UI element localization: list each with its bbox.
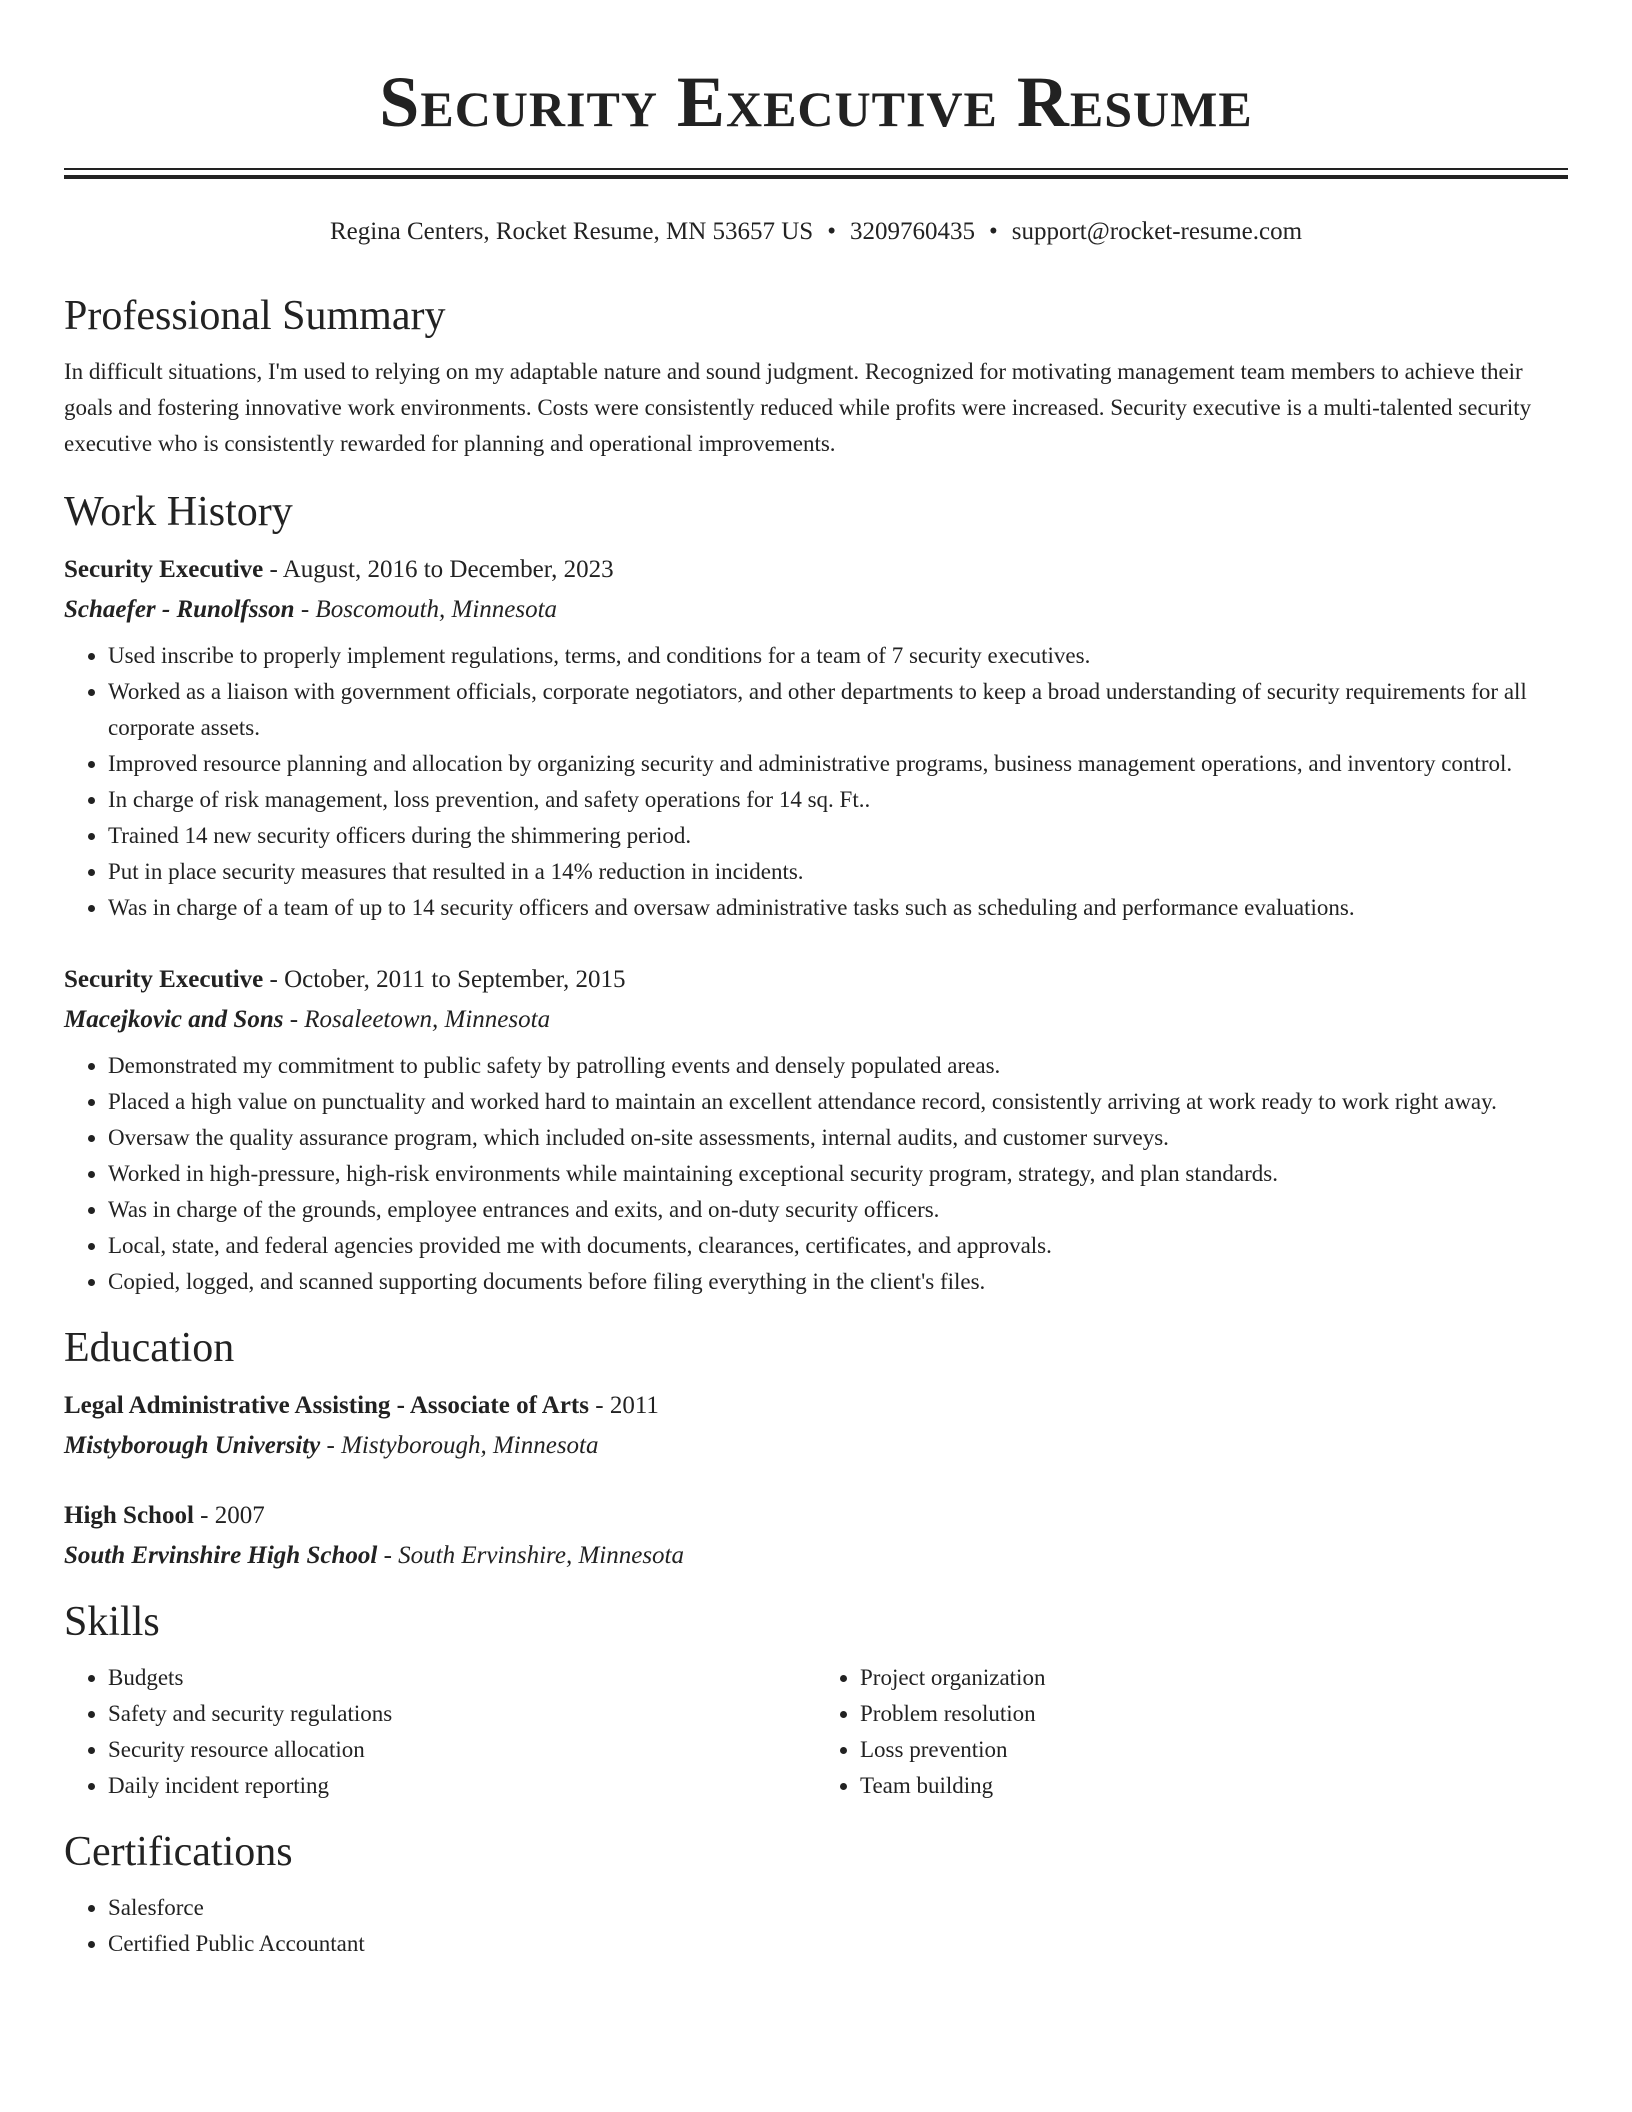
list-item: • Team building xyxy=(860,1768,1568,1804)
section-heading-education: Education xyxy=(64,1325,235,1371)
education-degree-line xyxy=(64,1386,1568,1426)
title-divider-thick xyxy=(64,175,1568,179)
list-item: • Worked in high-pressure, high-risk environments while maintaining exceptional security program, strategy, and plan standards. xyxy=(108,1156,1568,1192)
job-title-line xyxy=(64,550,1568,590)
summary-text: In difficult situations, I'm used to relying on my adaptable nature and sound judgment. Recognized for motivating management team members to achieve their goals and fostering innovative work environments. Costs were consistently reduced while profits were increased. Security executive is a multi-talented security executive who is consistently rewarded for planning and operational improvements. xyxy=(64,359,1532,456)
job-dates: - October, 2011 to September, 2015 xyxy=(263,966,626,993)
education-school-line xyxy=(64,1426,1568,1466)
job-title: Security Executive xyxy=(64,556,264,583)
education-degree: Legal Administrative Assisting - Associate of Arts xyxy=(64,1392,589,1419)
list-item: • Daily incident reporting xyxy=(108,1768,816,1804)
job-company: Macejkovic and Sons xyxy=(64,1006,284,1033)
education-school: South Ervinshire High School xyxy=(64,1542,378,1569)
separator: • xyxy=(827,218,836,245)
list-item: • Was in charge of a team of up to 14 security officers and oversaw administrative tasks such as scheduling and performance evaluations. xyxy=(108,890,1568,926)
list-item: • Placed a high value on punctuality and worked hard to maintain an excellent attendance record, consistently arriving at work ready to work right away. xyxy=(108,1084,1568,1120)
education-entry xyxy=(64,1386,1568,1466)
education-degree: High School xyxy=(64,1502,194,1529)
certifications-list xyxy=(64,1890,1568,1962)
title-divider-thin xyxy=(64,168,1568,170)
page-title: Security Executive Resume xyxy=(379,62,1253,142)
job-bullets xyxy=(64,638,1568,926)
section-heading-work: Work History xyxy=(64,489,293,535)
education-year: - 2011 xyxy=(589,1392,659,1419)
list-item: • Problem resolution xyxy=(860,1696,1568,1732)
list-item: • Salesforce xyxy=(108,1890,1568,1926)
section-heading-summary: Professional Summary xyxy=(64,293,446,339)
education-location: - South Ervinshire, Minnesota xyxy=(377,1542,684,1569)
education-year: - 2007 xyxy=(193,1502,265,1529)
separator: • xyxy=(988,218,998,245)
job-dates: - August, 2016 to December, 2023 xyxy=(263,556,614,583)
list-item: • Was in charge of the grounds, employee entrances and exits, and on-duty security officers. xyxy=(108,1192,1568,1228)
list-item: • Budgets xyxy=(108,1660,816,1696)
list-item: • Copied, logged, and scanned supporting documents before filing everything in the client's files. xyxy=(108,1264,1568,1300)
list-item: • Security resource allocation xyxy=(108,1732,816,1768)
list-item: • Demonstrated my commitment to public safety by patrolling events and densely populated areas. xyxy=(108,1048,1568,1084)
education-location: - Mistyborough, Minnesota xyxy=(320,1432,599,1459)
list-item: • Certified Public Accountant xyxy=(108,1926,1568,1962)
education-entry xyxy=(64,1496,1568,1576)
list-item: • Improved resource planning and allocation by organizing security and administrative programs, business management operations, and inventory control. xyxy=(108,746,1568,782)
job-title: Security Executive xyxy=(64,966,264,993)
job-location: - Boscomouth, Minnesota xyxy=(294,596,558,623)
job-title-line xyxy=(64,960,1568,1000)
list-item: • Trained 14 new security officers during the shimmering period. xyxy=(108,818,1568,854)
job-company: Schaefer - Runolfsson xyxy=(64,596,295,623)
list-item: • Project organization xyxy=(860,1660,1568,1696)
job-entry xyxy=(64,960,1568,1300)
section-heading-skills: Skills xyxy=(64,1599,160,1645)
contact-phone: 3209760435 xyxy=(849,218,975,245)
list-item: • In charge of risk management, loss prevention, and safety operations for 14 sq. Ft.. xyxy=(108,782,1568,818)
list-item: • Used inscribe to properly implement regulations, terms, and conditions for a team of 7 security executives. xyxy=(108,638,1568,674)
list-item: • Safety and security regulations xyxy=(108,1696,816,1732)
list-item: • Put in place security measures that resulted in a 14% reduction in incidents. xyxy=(108,854,1568,890)
list-item: • Oversaw the quality assurance program, which included on-site assessments, internal audits, and customer surveys. xyxy=(108,1120,1568,1156)
job-bullets xyxy=(64,1048,1568,1300)
education-degree-line xyxy=(64,1496,1568,1536)
contact-line xyxy=(0,216,1632,248)
job-location: - Rosaleetown, Minnesota xyxy=(283,1006,551,1033)
education-school-line xyxy=(64,1536,1568,1576)
job-company-line xyxy=(64,1000,1568,1040)
list-item: • Local, state, and federal agencies provided me with documents, clearances, certificates, and approvals. xyxy=(108,1228,1568,1264)
contact-email: support@rocket-resume.com xyxy=(1011,218,1303,245)
job-company-line xyxy=(64,590,1568,630)
list-item: • Loss prevention xyxy=(860,1732,1568,1768)
skills-list xyxy=(64,1660,1568,1804)
contact-address: Regina Centers, Rocket Resume, MN 53657 US xyxy=(329,218,814,245)
section-heading-certifications: Certifications xyxy=(64,1829,293,1875)
skills-column-left xyxy=(64,1660,816,1804)
skills-column-right xyxy=(816,1660,1568,1804)
resume-content xyxy=(64,290,1568,1962)
list-item: • Worked as a liaison with government officials, corporate negotiators, and other departments to keep a broad understanding of security requirements for all corporate assets. xyxy=(108,674,1568,746)
job-entry xyxy=(64,550,1568,926)
education-school: Mistyborough University xyxy=(64,1432,321,1459)
